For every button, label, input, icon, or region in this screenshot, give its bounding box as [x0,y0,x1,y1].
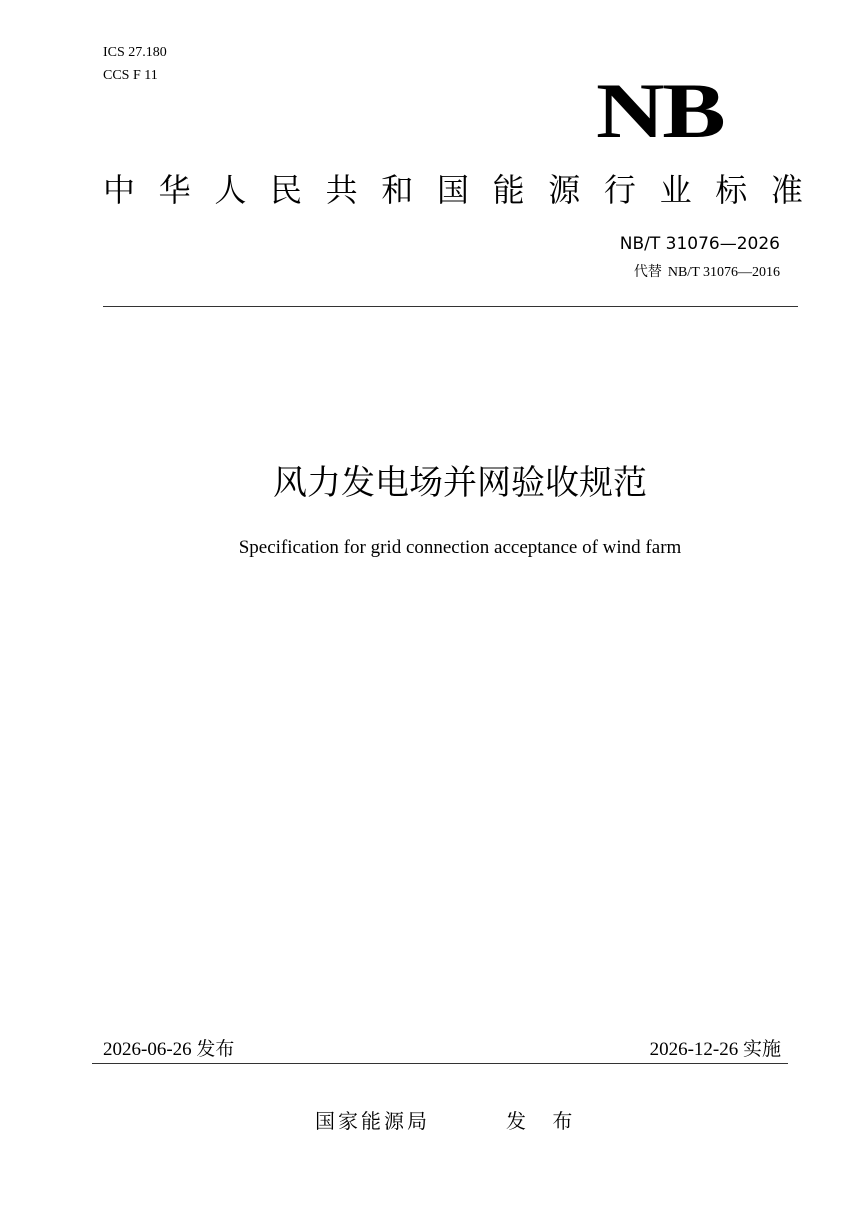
heading-char: 华 [158,171,191,209]
standard-type-heading [103,170,803,210]
nb-logo: NB [596,67,724,154]
document-title-en: Specification for grid connection acceptance of wind farm [238,537,682,558]
heading-char: 人 [214,171,247,209]
heading-char: 和 [381,171,414,209]
issuing-authority: 国家能源局 [315,1109,430,1133]
ics-code: ICS 27.180 [103,45,167,60]
issue-date: 2026-06-26 发布 [103,1039,235,1060]
document-title-cn: 风力发电场并网验收规范 [273,463,647,503]
bottom-divider [92,1063,788,1064]
replaces-label: 代替 [633,264,662,280]
heading-char: 行 [603,171,636,209]
replaces-line [634,263,780,282]
heading-char: 能 [492,171,525,209]
heading-char: 中 [103,171,136,209]
heading-char: 民 [269,171,302,209]
heading-char: 源 [548,171,581,209]
issue-word: 发 布 [506,1109,583,1133]
heading-char: 标 [715,171,748,209]
standard-number: NB/T 31076—2026 [619,234,780,254]
implementation-date: 2026-12-26 实施 [649,1039,781,1060]
heading-char: 准 [770,171,803,209]
heading-char: 业 [659,171,692,209]
heading-char: 共 [325,171,358,209]
ccs-code: CCS F 11 [103,68,158,83]
heading-char: 国 [436,171,469,209]
replaced-standard-number: NB/T 31076—2016 [667,265,780,280]
top-divider [103,306,798,307]
